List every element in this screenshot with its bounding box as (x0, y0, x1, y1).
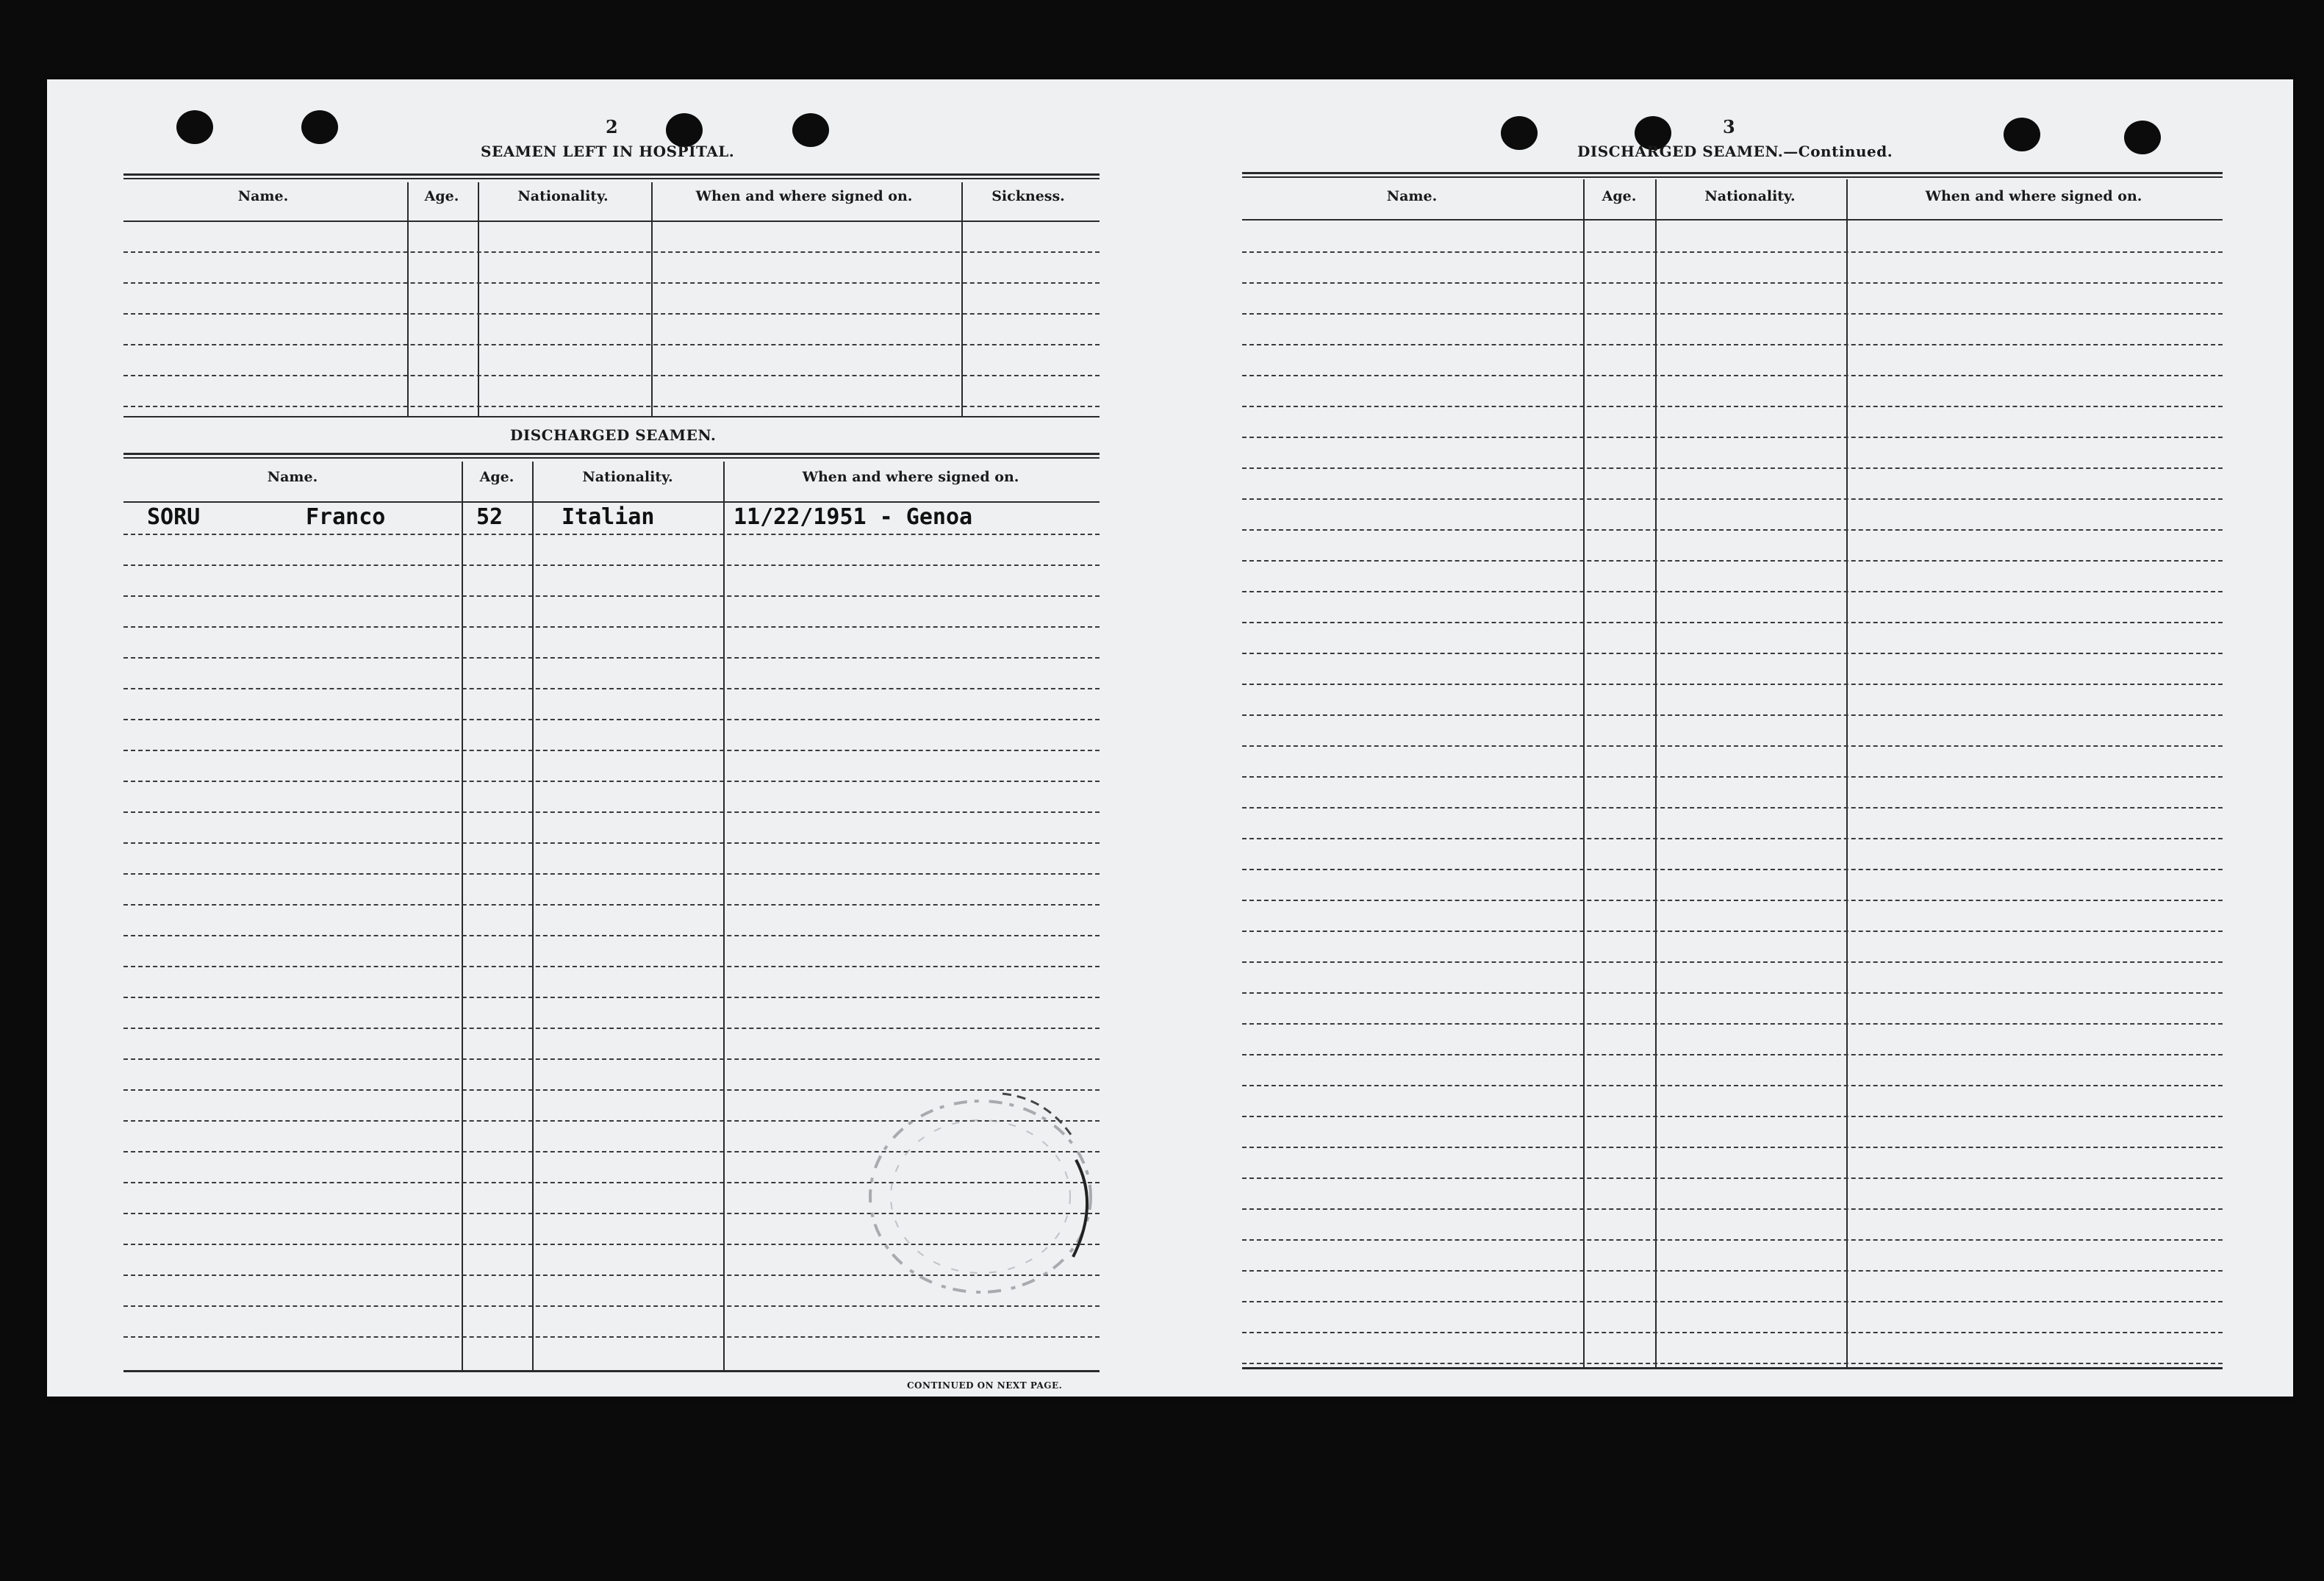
row-line (1242, 714, 2223, 716)
row-line (123, 997, 1100, 998)
punch-hole (1501, 116, 1538, 150)
hospital-row-line (123, 251, 1100, 253)
row-line (123, 657, 1100, 659)
discharged-table-top-rule (123, 453, 1100, 455)
hospital-table-bottom-rule (123, 416, 1100, 417)
row-line (123, 873, 1100, 875)
punch-hole (792, 113, 829, 147)
discharged-col-name: Name. (267, 469, 318, 485)
right-col-divider (1655, 179, 1657, 1367)
discharged-section-title: DISCHARGED SEAMEN. (510, 426, 717, 444)
row-line (1242, 1270, 2223, 1272)
hospital-header-rule (123, 221, 1100, 222)
row-line (1242, 344, 2223, 345)
hospital-col-divider (651, 182, 653, 416)
hospital-col-name: Name. (237, 188, 289, 204)
row-line (1242, 745, 2223, 747)
row-line (1242, 560, 2223, 562)
discharged-header-rule (123, 501, 1100, 503)
punch-hole (176, 110, 213, 144)
right-page-title: DISCHARGED SEAMEN.—Continued. (1577, 143, 1893, 160)
hospital-row-line (123, 313, 1100, 315)
row-line (123, 750, 1100, 751)
row-line (1242, 1054, 2223, 1055)
row-line (1242, 838, 2223, 839)
row-line (123, 719, 1100, 720)
row-line (1242, 931, 2223, 932)
row-line (1242, 1363, 2223, 1364)
right-table-rule (1242, 176, 2223, 178)
row-line (123, 904, 1100, 906)
hospital-col-sickness: Sickness. (991, 188, 1065, 204)
hospital-col-signed-on: When and where signed on. (695, 188, 913, 204)
discharged-col-divider (723, 462, 725, 1370)
row-line (1242, 807, 2223, 809)
right-page-number: 3 (1723, 116, 1735, 137)
row-line (123, 842, 1100, 844)
row-line (123, 564, 1100, 566)
discharged-col-signed-on: When and where signed on. (802, 469, 1019, 485)
right-col-nationality: Nationality. (1704, 188, 1796, 204)
entry-given-name: Franco (306, 504, 386, 530)
continued-note: CONTINUED ON NEXT PAGE. (907, 1380, 1063, 1391)
hospital-row-line (123, 344, 1100, 345)
right-col-divider (1846, 179, 1848, 1367)
left-page-number: 2 (606, 116, 618, 137)
row-line (1242, 992, 2223, 994)
row-line (1242, 1085, 2223, 1086)
row-line (1242, 653, 2223, 654)
entry-signed-on: 11/22/1951 - Genoa (734, 504, 973, 530)
row-line (1242, 869, 2223, 870)
circular-stamp (826, 1064, 1120, 1329)
row-line (1242, 1239, 2223, 1241)
punch-hole (2124, 121, 2161, 154)
row-line (123, 781, 1100, 782)
row-line (1242, 529, 2223, 531)
row-line (123, 534, 1100, 535)
row-line (1242, 282, 2223, 284)
row-line (1242, 622, 2223, 623)
discharged-col-divider (462, 462, 463, 1370)
entry-age: 52 (476, 504, 503, 530)
punch-hole (2004, 118, 2040, 151)
discharged-table-bottom-rule (123, 1370, 1100, 1372)
row-line (1242, 375, 2223, 376)
hospital-table-rule (123, 178, 1100, 179)
row-line (1242, 1147, 2223, 1148)
row-line (1242, 961, 2223, 963)
discharged-col-divider (532, 462, 534, 1370)
hospital-table-top-rule (123, 173, 1100, 176)
row-line (123, 595, 1100, 597)
discharged-table-rule (123, 457, 1100, 459)
row-line (1242, 1332, 2223, 1333)
hospital-col-divider (407, 182, 409, 416)
row-line (123, 811, 1100, 813)
hospital-col-nationality: Nationality. (517, 188, 609, 204)
entry-nationality: Italian (562, 504, 655, 530)
row-line (1242, 1023, 2223, 1025)
hospital-col-divider (961, 182, 963, 416)
row-line (123, 688, 1100, 689)
row-line (1242, 1208, 2223, 1210)
right-col-name: Name. (1386, 188, 1438, 204)
punch-hole (301, 110, 338, 144)
discharged-col-age: Age. (479, 469, 514, 485)
hospital-row-line (123, 375, 1100, 376)
row-line (1242, 776, 2223, 778)
row-line (123, 935, 1100, 936)
row-line (123, 1336, 1100, 1338)
hospital-col-divider (478, 182, 479, 416)
discharged-col-nationality: Nationality. (582, 469, 673, 485)
row-line (123, 966, 1100, 967)
right-table-top-rule (1242, 172, 2223, 174)
row-line (1242, 1177, 2223, 1179)
hospital-row-line (123, 406, 1100, 407)
right-header-rule (1242, 219, 2223, 221)
right-table-bottom-rule (1242, 1367, 2223, 1369)
row-line (1242, 591, 2223, 592)
hospital-section-title: SEAMEN LEFT IN HOSPITAL. (481, 143, 735, 160)
row-line (1242, 684, 2223, 685)
row-line (1242, 467, 2223, 469)
row-line (123, 1058, 1100, 1060)
row-line (1242, 251, 2223, 253)
row-line (1242, 437, 2223, 438)
row-line (123, 1028, 1100, 1029)
document-sheet (47, 79, 2293, 1397)
entry-surname: SORU (147, 504, 201, 530)
hospital-row-line (123, 282, 1100, 284)
row-line (1242, 900, 2223, 901)
row-line (1242, 406, 2223, 407)
hospital-col-age: Age. (424, 188, 459, 204)
row-line (1242, 313, 2223, 315)
right-col-signed-on: When and where signed on. (1925, 188, 2142, 204)
row-line (1242, 498, 2223, 500)
right-col-divider (1583, 179, 1585, 1367)
row-line (1242, 1301, 2223, 1302)
row-line (1242, 1116, 2223, 1117)
right-col-age: Age. (1602, 188, 1637, 204)
row-line (123, 626, 1100, 628)
